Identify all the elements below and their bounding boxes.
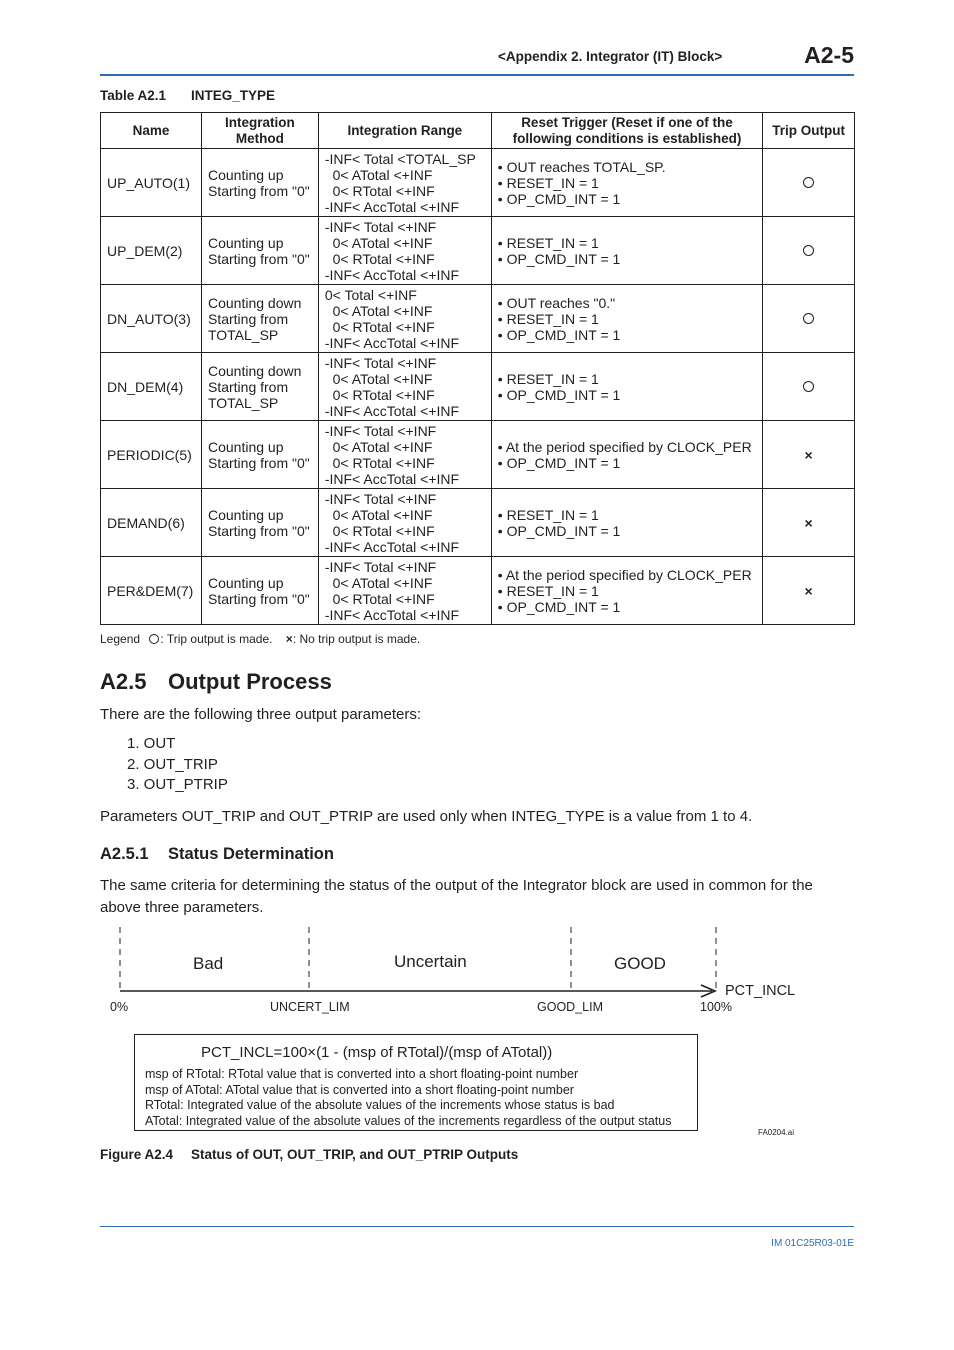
table-row	[101, 489, 855, 557]
table-header-row	[101, 113, 855, 149]
integ-type-table	[100, 112, 855, 625]
formula-note: msp of ATotal: ATotal value that is converted into a short floating-point number	[145, 1082, 574, 1097]
subsection-heading	[100, 845, 334, 864]
no-trip-cross-icon: ×	[804, 446, 813, 463]
figure-number: Figure A2.4	[100, 1147, 174, 1162]
header-name: Name	[101, 113, 202, 149]
running-header: <Appendix 2. Integrator (IT) Block>	[498, 49, 723, 64]
table-number: Table A2.1	[100, 88, 167, 103]
trip-circle-icon	[803, 245, 814, 256]
header-method: Integration Method	[201, 113, 318, 149]
list-item: 1. OUT	[127, 735, 176, 752]
cell-reset: • RESET_IN = 1 • OP_CMD_INT = 1	[491, 353, 762, 421]
trip-circle-icon	[803, 381, 814, 392]
cell-range: -INF< Total <+INF 0< ATotal <+INF 0< RTotal <+INF -INF< AccTotal <+INF	[318, 489, 491, 557]
cell-method: Counting down Starting from TOTAL_SP	[201, 285, 318, 353]
cell-range: -INF< Total <+INF 0< ATotal <+INF 0< RTotal <+INF -INF< AccTotal <+INF	[318, 557, 491, 625]
header-reset: Reset Trigger (Reset if one of the following conditions is established)	[491, 113, 762, 149]
cell-reset: • RESET_IN = 1 • OP_CMD_INT = 1	[491, 489, 762, 557]
cell-range: -INF< Total <+INF 0< ATotal <+INF 0< RTotal <+INF -INF< AccTotal <+INF	[318, 353, 491, 421]
section-note: Parameters OUT_TRIP and OUT_PTRIP are used only when INTEG_TYPE is a value from 1 to 4.	[100, 808, 753, 825]
subsection-number: A2.5.1	[100, 845, 149, 863]
no-trip-cross-icon: ×	[804, 582, 813, 599]
list-item: 2. OUT_TRIP	[127, 755, 218, 773]
header-rule	[100, 74, 854, 76]
cell-reset: • At the period specified by CLOCK_PER • OP_CMD_INT = 1	[491, 421, 762, 489]
figure-id: FA0204.ai	[758, 1128, 795, 1137]
figure-title: Status of OUT, OUT_TRIP, and OUT_PTRIP Outputs	[191, 1147, 519, 1162]
tick-uncert-lim: UNCERT_LIM	[270, 1000, 350, 1014]
cell-trip	[763, 285, 855, 353]
cell-reset: • RESET_IN = 1 • OP_CMD_INT = 1	[491, 217, 762, 285]
cell-method: Counting up Starting from "0"	[201, 557, 318, 625]
cell-name: PER&DEM(7)	[101, 557, 202, 625]
trip-circle-icon	[803, 313, 814, 324]
figure-caption	[100, 1147, 518, 1162]
section-number: A2.5	[100, 669, 147, 694]
header-range: Integration Range	[318, 113, 491, 149]
cell-trip	[763, 353, 855, 421]
cell-range: -INF< Total <TOTAL_SP 0< ATotal <+INF 0< RTotal <+INF -INF< AccTotal <+INF	[318, 149, 491, 217]
legend-circle-icon	[149, 634, 159, 644]
cell-name: DN_AUTO(3)	[101, 285, 202, 353]
region-uncertain: Uncertain	[394, 952, 467, 971]
table-title: INTEG_TYPE	[191, 88, 276, 103]
table-row	[101, 149, 855, 217]
header-trip: Trip Output	[763, 113, 855, 149]
cell-method: Counting up Starting from "0"	[201, 217, 318, 285]
table-row	[101, 217, 855, 285]
table-caption	[100, 88, 275, 103]
cell-range: -INF< Total <+INF 0< ATotal <+INF 0< RTotal <+INF -INF< AccTotal <+INF	[318, 421, 491, 489]
formula: PCT_INCL=100×(1 - (msp of RTotal)/(msp of ATotal))	[201, 1044, 553, 1061]
cell-method: Counting up Starting from "0"	[201, 421, 318, 489]
table-row	[101, 285, 855, 353]
subsection-title: Status Determination	[168, 845, 334, 863]
cell-name: UP_AUTO(1)	[101, 149, 202, 217]
cell-trip	[763, 217, 855, 285]
formula-notes	[145, 1067, 671, 1129]
output-parameter-list	[127, 734, 228, 796]
subsection-text: The same criteria for determining the status of the output of the Integrator block are used in common for the above three parameters.	[100, 877, 813, 916]
cell-reset: • OUT reaches "0." • RESET_IN = 1 • OP_CMD_INT = 1	[491, 285, 762, 353]
list-item: 3. OUT_PTRIP	[127, 776, 228, 793]
document-number: IM 01C25R03-01E	[771, 1238, 854, 1249]
table-row	[101, 421, 855, 489]
formula-note: msp of RTotal: RTotal value that is converted into a short floating-point number	[145, 1067, 579, 1081]
formula-box	[134, 1034, 698, 1131]
tick-0: 0%	[110, 1000, 129, 1014]
cell-trip	[763, 557, 855, 625]
section-intro: There are the following three output parameters:	[100, 706, 422, 723]
axis-label: PCT_INCL	[725, 983, 796, 999]
page-number: A2-5	[804, 42, 854, 68]
formula-note: RTotal: Integrated value of the absolute values of the increments whose status is bad	[145, 1098, 615, 1112]
tick-100: 100%	[700, 1000, 732, 1014]
cell-name: UP_DEM(2)	[101, 217, 202, 285]
cell-name: DEMAND(6)	[101, 489, 202, 557]
cell-reset: • OUT reaches TOTAL_SP. • RESET_IN = 1 • OP_CMD_INT = 1	[491, 149, 762, 217]
table-row	[101, 353, 855, 421]
section-heading	[100, 669, 332, 695]
cell-range: 0< Total <+INF 0< ATotal <+INF 0< RTotal <+INF -INF< AccTotal <+INF	[318, 285, 491, 353]
table-legend	[100, 632, 420, 646]
region-bad: Bad	[193, 954, 224, 973]
cell-trip	[763, 421, 855, 489]
cell-name: DN_DEM(4)	[101, 353, 202, 421]
trip-circle-icon	[803, 177, 814, 188]
legend-circle-text: : Trip output is made.	[160, 632, 273, 646]
table-row	[101, 557, 855, 625]
tick-good-lim: GOOD_LIM	[537, 1000, 603, 1014]
legend-cross-icon: ×	[285, 632, 293, 646]
cell-reset: • At the period specified by CLOCK_PER • RESET_IN = 1 • OP_CMD_INT = 1	[491, 557, 762, 625]
axis-arrow-icon	[701, 985, 715, 997]
region-good: GOOD	[614, 954, 666, 973]
formula-note: ATotal: Integrated value of the absolute values of the increments regardless of the output status	[145, 1113, 672, 1128]
legend-cross-text: : No trip output is made.	[292, 632, 421, 646]
footer-rule	[100, 1226, 854, 1227]
cell-trip	[763, 149, 855, 217]
cell-name: PERIODIC(5)	[101, 421, 202, 489]
section-title: Output Process	[168, 669, 332, 694]
no-trip-cross-icon: ×	[804, 514, 813, 531]
legend-prefix: Legend	[100, 632, 141, 646]
cell-method: Counting up Starting from "0"	[201, 489, 318, 557]
cell-method: Counting up Starting from "0"	[201, 149, 318, 217]
cell-range: -INF< Total <+INF 0< ATotal <+INF 0< RTotal <+INF -INF< AccTotal <+INF	[318, 217, 491, 285]
cell-method: Counting down Starting from TOTAL_SP	[201, 353, 318, 421]
cell-trip	[763, 489, 855, 557]
